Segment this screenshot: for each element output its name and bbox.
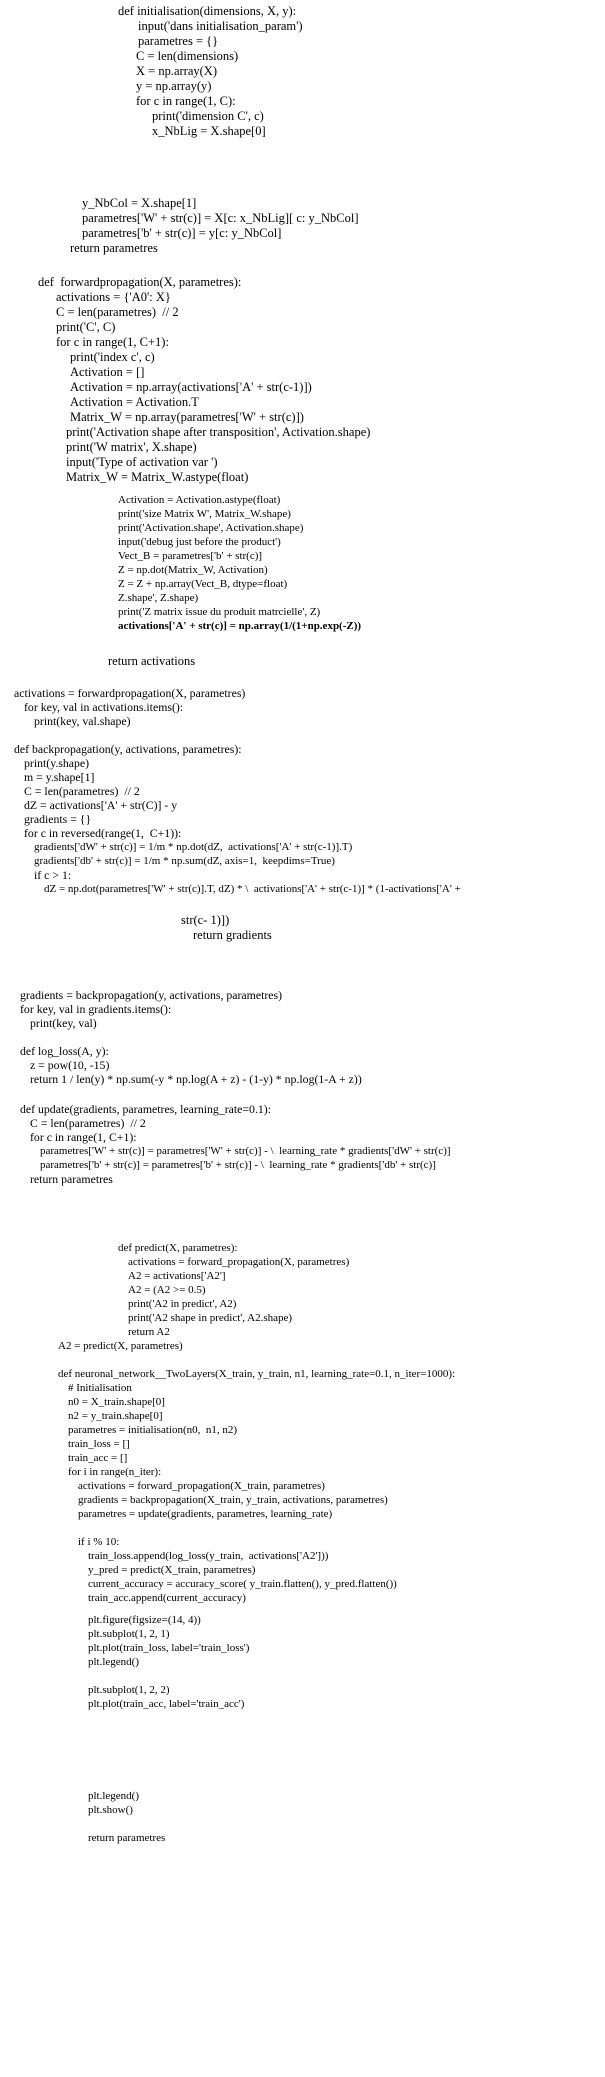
- code-line: plt.subplot(1, 2, 1): [88, 1628, 170, 1640]
- code-line: parametres = initialisation(n0, n1, n2): [68, 1424, 238, 1436]
- code-line: parametres = {}: [138, 34, 219, 48]
- code-line: X = np.array(X): [136, 64, 217, 78]
- code-line: str(c- 1)]): [181, 913, 230, 927]
- code-line: dZ = np.dot(parametres['W' + str(c)].T, dZ) * \ activations['A' + str(c-1)] * (1-activations['A' +: [44, 883, 461, 895]
- code-line: activations = {'A0': X}: [56, 290, 171, 304]
- code-line: Activation = np.array(activations['A' + str(c-1)]): [70, 380, 312, 394]
- code-line: C = len(parametres) // 2: [56, 305, 179, 319]
- code-line: C = len(parametres) // 2: [24, 784, 140, 798]
- code-line: input('debug just before the product'): [118, 536, 281, 548]
- code-line: def update(gradients, parametres, learning_rate=0.1):: [20, 1102, 272, 1116]
- code-line: train_loss = []: [68, 1438, 130, 1450]
- code-line: parametres['b' + str(c)] = y[c: y_NbCol]: [82, 226, 282, 240]
- code-line: y_NbCol = X.shape[1]: [82, 196, 197, 210]
- code-line: activations['A' + str(c)] = np.array(1/(1+np.exp(-Z)): [118, 620, 362, 632]
- code-line: plt.figure(figsize=(14, 4)): [88, 1614, 201, 1626]
- code-line: dZ = activations['A' + str(C)] - y: [24, 798, 178, 812]
- code-line: plt.legend(): [88, 1656, 140, 1668]
- code-line: print('W matrix', X.shape): [66, 440, 197, 454]
- code-line: plt.subplot(1, 2, 2): [88, 1684, 170, 1696]
- code-line: if i % 10:: [78, 1536, 120, 1548]
- code-line: gradients = backpropagation(y, activations, parametres): [20, 988, 283, 1002]
- code-line: for c in range(1, C+1):: [56, 335, 169, 349]
- code-line: plt.legend(): [88, 1790, 140, 1802]
- code-line: gradients = backpropagation(X_train, y_train, activations, parametres): [78, 1494, 388, 1506]
- code-line: Activation = []: [70, 365, 145, 379]
- code-line: def initialisation(dimensions, X, y):: [118, 4, 297, 18]
- code-line: y = np.array(y): [136, 79, 212, 93]
- code-line: gradients['db' + str(c)] = 1/m * np.sum(dZ, axis=1, keepdims=True): [34, 855, 335, 867]
- code-line: print(key, val): [30, 1016, 97, 1030]
- code-line: parametres['W' + str(c)] = parametres['W' + str(c)] - \ learning_rate * gradients['dW' + str(c)]: [40, 1145, 451, 1157]
- code-line: gradients = {}: [24, 812, 92, 826]
- code-line: print('Z matrix issue du produit matrcielle', Z): [118, 606, 321, 618]
- code-line: def backpropagation(y, activations, parametres):: [14, 742, 242, 756]
- code-line: print('size Matrix W', Matrix_W.shape): [118, 508, 291, 520]
- code-line: Activation = Activation.astype(float): [118, 494, 281, 506]
- code-line: m = y.shape[1]: [24, 770, 95, 784]
- code-line: n0 = X_train.shape[0]: [68, 1396, 165, 1408]
- code-line: Vect_B = parametres['b' + str(c)]: [118, 550, 263, 562]
- code-line: return 1 / len(y) * np.sum(-y * np.log(A + z) - (1-y) * np.log(1-A + z)): [30, 1072, 362, 1086]
- code-line: Z = np.dot(Matrix_W, Activation): [118, 564, 268, 576]
- code-line: gradients['dW' + str(c)] = 1/m * np.dot(dZ, activations['A' + str(c-1)].T): [34, 841, 353, 853]
- code-line: n2 = y_train.shape[0]: [68, 1410, 163, 1422]
- code-line: return activations: [108, 654, 196, 668]
- code-line: # Initialisation: [68, 1382, 132, 1394]
- code-line: Z.shape', Z.shape): [118, 592, 199, 604]
- code-line: print(key, val.shape): [34, 714, 131, 728]
- code-line: Z = Z + np.array(Vect_B, dtype=float): [118, 578, 288, 590]
- code-line: def predict(X, parametres):: [118, 1242, 238, 1254]
- code-line: print('C', C): [56, 320, 116, 334]
- code-line: plt.plot(train_acc, label='train_acc'): [88, 1698, 245, 1710]
- code-line: for c in reversed(range(1, C+1)):: [24, 826, 182, 840]
- code-line: C = len(dimensions): [136, 49, 239, 63]
- code-line: for c in range(1, C):: [136, 94, 236, 108]
- code-line: return gradients: [193, 928, 272, 942]
- code-line: parametres['W' + str(c)] = X[c: x_NbLig][ c: y_NbCol]: [82, 211, 359, 225]
- code-line: for key, val in activations.items():: [24, 700, 184, 714]
- code-line: train_acc = []: [68, 1452, 128, 1464]
- code-line: current_accuracy = accuracy_score( y_train.flatten(), y_pred.flatten()): [88, 1578, 397, 1590]
- code-line: def log_loss(A, y):: [20, 1044, 109, 1058]
- code-line: Matrix_W = Matrix_W.astype(float): [66, 470, 249, 484]
- code-line: print('Activation shape after transposition', Activation.shape): [66, 425, 371, 439]
- code-line: activations = forward_propagation(X, parametres): [128, 1256, 350, 1268]
- code-line: A2 = (A2 >= 0.5): [128, 1284, 206, 1296]
- code-line: def neuronal_network__TwoLayers(X_train, y_train, n1, learning_rate=0.1, n_iter=1000):: [58, 1368, 456, 1380]
- code-line: print('dimension C', c): [152, 109, 264, 123]
- code-line: activations = forwardpropagation(X, parametres): [14, 686, 246, 700]
- code-line: print('A2 in predict', A2): [128, 1298, 237, 1310]
- code-line: Matrix_W = np.array(parametres['W' + str(c)]): [70, 410, 304, 424]
- code-line: parametres = update(gradients, parametres, learning_rate): [78, 1508, 333, 1520]
- code-line: if c > 1:: [34, 868, 72, 882]
- code-line: train_acc.append(current_accuracy): [88, 1592, 246, 1604]
- code-line: print(y.shape): [24, 756, 90, 770]
- code-line: return parametres: [70, 241, 158, 255]
- code-line: plt.plot(train_loss, label='train_loss'): [88, 1642, 250, 1654]
- code-line: for key, val in gradients.items():: [20, 1002, 172, 1016]
- code-line: input('Type of activation var '): [66, 455, 218, 469]
- code-line: return A2: [128, 1326, 170, 1338]
- code-line: input('dans initialisation_param'): [138, 19, 303, 33]
- code-line: A2 = activations['A2']: [128, 1270, 226, 1282]
- code-line: for i in range(n_iter):: [68, 1466, 162, 1478]
- code-line: z = pow(10, -15): [30, 1058, 110, 1072]
- code-line: C = len(parametres) // 2: [30, 1116, 146, 1130]
- code-line: print('Activation.shape', Activation.shape): [118, 522, 304, 534]
- code-line: plt.show(): [88, 1804, 133, 1816]
- code-line: Activation = Activation.T: [70, 395, 199, 409]
- code-line: print('index c', c): [70, 350, 155, 364]
- code-line: x_NbLig = X.shape[0]: [152, 124, 266, 138]
- code-line: print('A2 shape in predict', A2.shape): [128, 1312, 293, 1324]
- code-line: for c in range(1, C+1):: [30, 1130, 137, 1144]
- code-line: A2 = predict(X, parametres): [58, 1340, 183, 1352]
- code-line: parametres['b' + str(c)] = parametres['b' + str(c)] - \ learning_rate * gradients['db' + str(c)]: [40, 1159, 436, 1171]
- code-line: def forwardpropagation(X, parametres):: [38, 275, 242, 289]
- code-line: return parametres: [30, 1172, 113, 1186]
- code-line: activations = forward_propagation(X_train, parametres): [78, 1480, 325, 1492]
- code-line: return parametres: [88, 1832, 166, 1844]
- code-line: train_loss.append(log_loss(y_train, activations['A2'])): [88, 1550, 329, 1562]
- code-line: y_pred = predict(X_train, parametres): [88, 1564, 256, 1576]
